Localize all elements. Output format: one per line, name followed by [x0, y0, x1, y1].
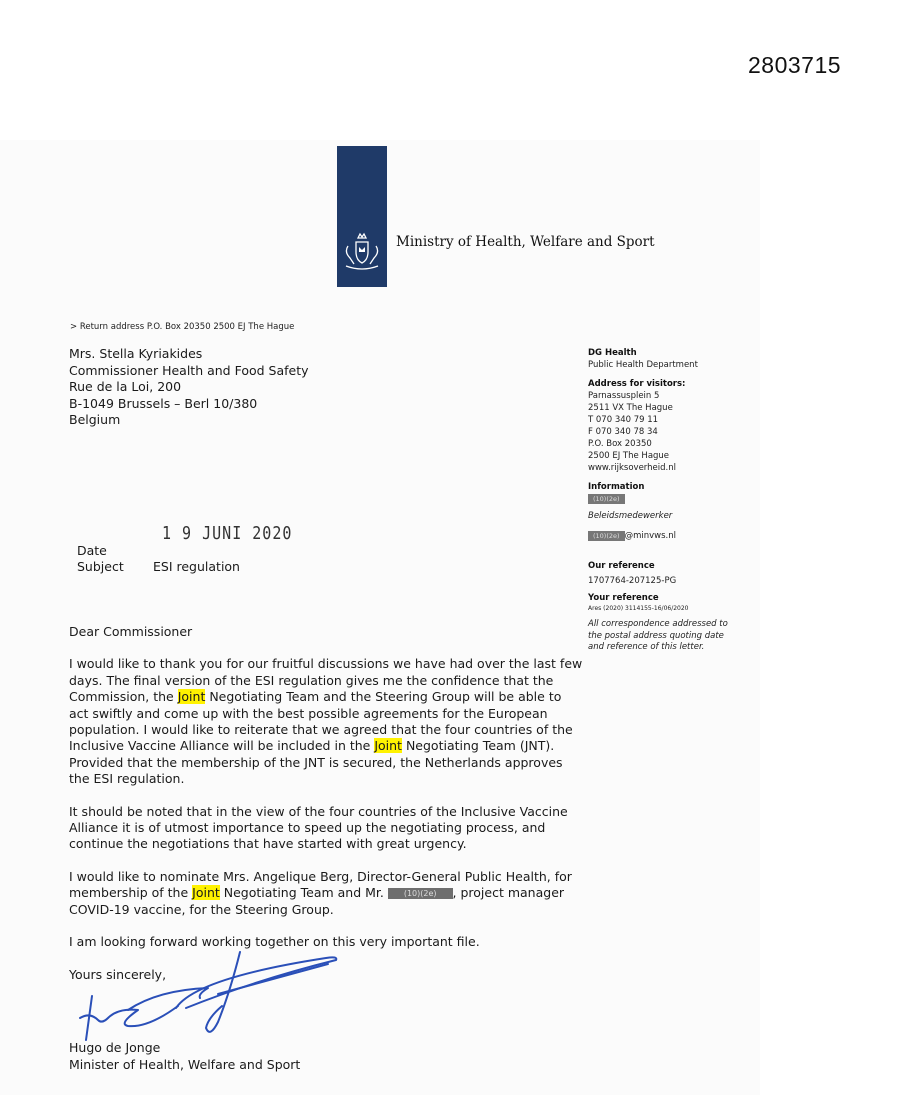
recipient-line: Commissioner Health and Food Safety	[69, 362, 309, 378]
website-link[interactable]: www.rijksoverheid.nl	[588, 463, 676, 473]
paragraph-3: I would like to nominate Mrs. Angelique Berg, Director-General Public Health, for membership of the Joint Negotiating Team and Mr. (10)(2e) , project manager COVID-19 vaccine, for the Steering Group.	[69, 868, 572, 917]
sidebar-visitors	[588, 378, 685, 474]
paragraph-4: I am looking forward working together on this very important file.	[69, 934, 480, 950]
redaction-box: (10)(2e)	[588, 494, 625, 504]
dept-sub: Public Health Department	[588, 360, 698, 370]
recipient-line: B-1049 Brussels – Berl 10/380	[69, 395, 258, 411]
closing: Yours sincerely,	[69, 966, 167, 982]
handwritten-signature	[68, 948, 343, 1043]
ministry-name: Ministry of Health, Welfare and Sport	[396, 234, 655, 250]
dept-title: DG Health	[588, 348, 637, 358]
email-domain: @minvws.nl	[624, 531, 676, 541]
recipient-address	[69, 346, 309, 429]
sidebar-our-reference	[588, 560, 676, 587]
signer-block	[69, 1040, 300, 1073]
document-id: 2803715	[748, 52, 842, 78]
highlight-joint: Joint	[374, 738, 402, 754]
recipient-line: Belgium	[69, 412, 121, 427]
visitors-line: 2500 EJ The Hague	[588, 451, 670, 461]
visitors-line: P.O. Box 20350	[588, 439, 652, 449]
recipient-line: Rue de la Loi, 200	[69, 379, 182, 394]
visitors-title: Address for visitors:	[588, 379, 686, 389]
visitors-line: T 070 340 79 11	[588, 415, 659, 425]
info-role: Beleidsmedewerker	[588, 511, 673, 521]
subject-label: Subject	[77, 559, 124, 574]
signer-name: Hugo de Jonge	[69, 1040, 161, 1055]
highlight-joint: Joint	[192, 885, 220, 901]
sidebar-your-reference	[588, 593, 689, 615]
info-title: Information	[588, 482, 645, 492]
visitors-line: 2511 VX The Hague	[588, 403, 673, 413]
paragraph-2: It should be noted that in the view of the four countries of the Inclusive Vaccine Alliance it is of utmost importance to speed up the negotiating process, and continue the negotiations that have started with great urgency.	[69, 803, 568, 852]
subject-value: ESI regulation	[153, 559, 240, 574]
our-ref-title: Our reference	[588, 561, 655, 571]
coat-of-arms-icon	[340, 230, 384, 274]
paragraph-1: I would like to thank you for our fruitful discussions we have had over the last few days. The final version of the ESI regulation gives me the confidence that the Commission, the Joint Negotiating Team and the Steering Group will be able to act swiftly and come up with the best possible agreements for the European population. I would like to reiterate that we agreed that the four countries of the Inclusive Vaccine Alliance will be included in the Joint Negotiating Team (JNT). Provided that the membership of the JNT is secured, the Netherlands approves the ESI regulation.	[69, 656, 583, 787]
date-stamp: 1 9 JUNI 2020	[162, 522, 293, 544]
date-label: Date	[77, 543, 107, 558]
visitors-line: F 070 340 78 34	[588, 427, 658, 437]
sidebar-department	[588, 347, 698, 371]
correspondence-note: All correspondence addressed to the postal address quoting date and reference of this letter.	[588, 619, 728, 652]
sidebar-information	[588, 481, 676, 542]
highlight-joint: Joint	[177, 689, 206, 705]
redaction-box: (10)(2e)	[588, 531, 625, 541]
your-ref-value: Ares (2020) 3114155-16/06/2020	[588, 605, 689, 612]
your-ref-title: Your reference	[588, 593, 659, 603]
letter-body	[69, 624, 584, 999]
salutation: Dear Commissioner	[69, 624, 193, 639]
redaction-box: (10)(2e)	[388, 888, 453, 899]
our-ref-value: 1707764-207125-PG	[588, 576, 677, 586]
visitors-line: Parnassusplein 5	[588, 391, 660, 401]
signer-title: Minister of Health, Welfare and Sport	[69, 1056, 301, 1072]
recipient-line: Mrs. Stella Kyriakides	[69, 346, 203, 361]
return-address: > Return address P.O. Box 20350 2500 EJ The Hague	[70, 322, 295, 332]
